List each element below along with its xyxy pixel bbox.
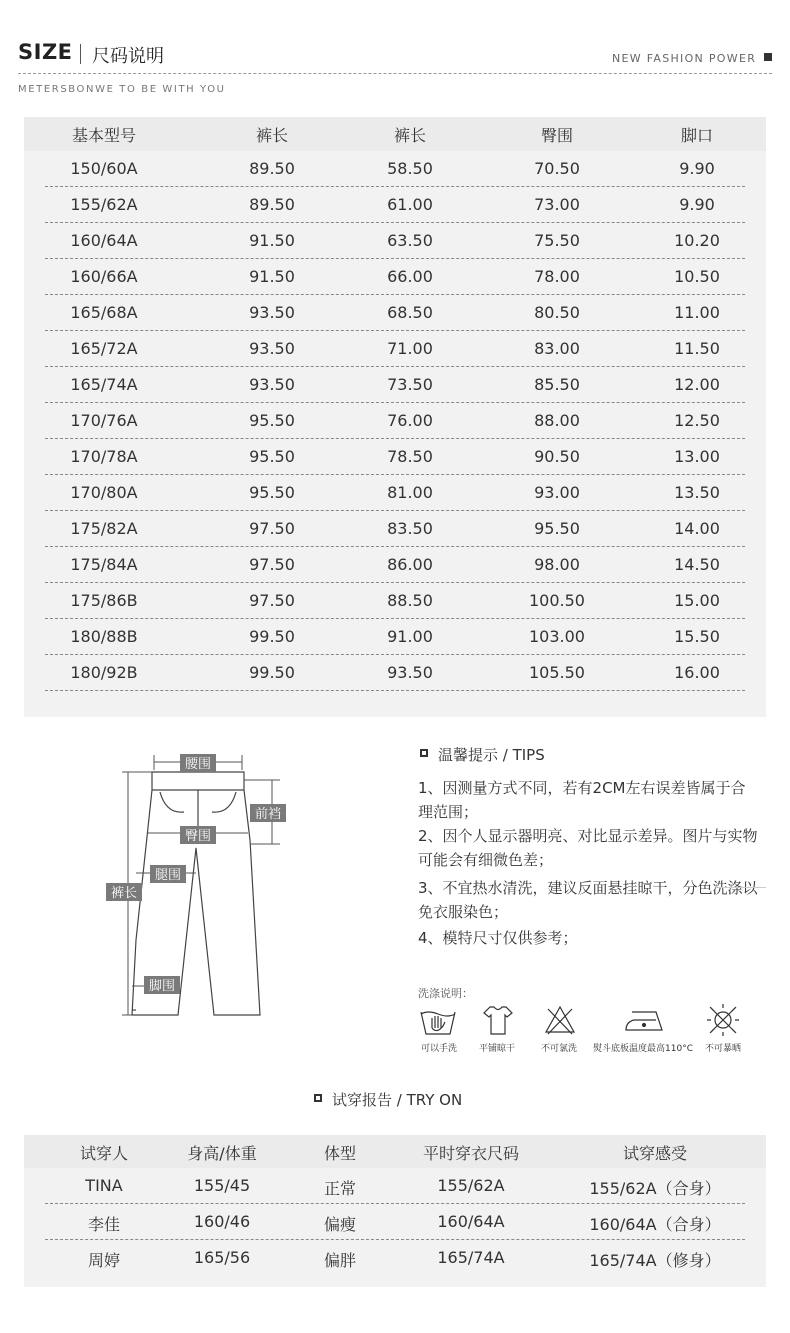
table-cell: 66.00: [387, 267, 433, 286]
table-cell: 10.20: [674, 231, 720, 250]
table-cell: 78.50: [387, 447, 433, 466]
svg-text:前裆: 前裆: [254, 807, 282, 822]
label-waist: [180, 754, 216, 772]
column-header: 试穿人: [79, 1144, 128, 1163]
table-cell: 93.00: [534, 483, 580, 502]
table-cell: 160/64A: [437, 1212, 505, 1231]
table-cell: 93.50: [387, 663, 433, 682]
row-divider: [45, 654, 745, 655]
table-cell: 75.50: [534, 231, 580, 250]
table-cell: 偏胖: [323, 1251, 356, 1270]
table-cell: 12.00: [674, 375, 720, 394]
tryon-table-header: [24, 1135, 766, 1168]
table-cell: 150/60A: [70, 159, 138, 178]
column-header: 平时穿衣尺码: [422, 1144, 519, 1163]
square-bullet-icon: [420, 749, 428, 757]
row-divider: [45, 330, 745, 331]
row-divider: [45, 186, 745, 187]
wash-label: 平铺晾干: [478, 1044, 515, 1054]
row-divider: [45, 258, 745, 259]
table-cell: 160/64A（合身）: [589, 1215, 721, 1234]
row-divider: [45, 402, 745, 403]
wash-label: 不可氯洗: [540, 1044, 577, 1054]
table-cell: 91.50: [249, 267, 295, 286]
row-divider: [45, 582, 745, 583]
table-cell: 170/78A: [70, 447, 138, 466]
decorative-rule: [718, 887, 766, 888]
table-cell: 97.50: [249, 591, 295, 610]
table-cell: 160/64A: [70, 231, 138, 250]
label-hem: [144, 976, 180, 994]
row-divider: [45, 438, 745, 439]
table-cell: 155/62A: [70, 195, 138, 214]
table-cell: 175/84A: [70, 555, 138, 574]
section-subtitle: 尺码说明: [92, 46, 164, 67]
row-divider: [45, 1239, 745, 1240]
wash-title: 洗涤说明：: [418, 987, 473, 1000]
table-cell: 73.50: [387, 375, 433, 394]
pants-measurement-diagram: [100, 740, 400, 1030]
table-cell: 68.50: [387, 303, 433, 322]
row-divider: [45, 510, 745, 511]
table-cell: 9.90: [679, 159, 715, 178]
row-divider: [45, 690, 745, 691]
section-title: SIZE: [18, 40, 73, 64]
tip-item: 2、因个人显示器明亮、对比显示差异。图片与实物可能会有细微色差；: [418, 827, 758, 869]
column-header: 身高/体重: [187, 1144, 257, 1163]
table-cell: 93.50: [249, 375, 295, 394]
iron-icon: [622, 1004, 666, 1036]
table-cell: 14.00: [674, 519, 720, 538]
row-divider: [45, 1203, 745, 1204]
row-divider: [45, 294, 745, 295]
tryon-table: [24, 1135, 766, 1287]
table-cell: TINA: [85, 1176, 123, 1195]
table-cell: 91.00: [387, 627, 433, 646]
label-rise: [250, 804, 286, 822]
table-cell: 91.50: [249, 231, 295, 250]
label-hip: [180, 826, 216, 844]
table-cell: 103.00: [529, 627, 585, 646]
table-cell: 93.50: [249, 303, 295, 322]
header-divider: [18, 73, 772, 74]
wash-label: 可以手洗: [420, 1044, 457, 1054]
no-sun-icon: [704, 1002, 742, 1038]
svg-text:脚围: 脚围: [148, 979, 176, 994]
wash-label: 不可暴晒: [704, 1044, 741, 1054]
wash-label: 熨斗底板温度最高110°C: [593, 1044, 693, 1054]
svg-text:腰围: 腰围: [184, 757, 212, 772]
table-cell: 9.90: [679, 195, 715, 214]
table-cell: 89.50: [249, 159, 295, 178]
table-cell: 88.00: [534, 411, 580, 430]
table-cell: 95.50: [249, 483, 295, 502]
column-header: 臀围: [540, 126, 573, 145]
table-cell: 16.00: [674, 663, 720, 682]
svg-text:臀围: 臀围: [184, 829, 212, 844]
table-cell: 155/62A: [437, 1176, 505, 1195]
table-cell: 180/92B: [70, 663, 138, 682]
table-cell: 58.50: [387, 159, 433, 178]
table-cell: 李佳: [87, 1215, 120, 1234]
tip-item: 3、不宜热水清洗，建议反面悬挂晾干，分色洗涤以免衣服染色；: [418, 879, 758, 921]
table-cell: 偏瘦: [323, 1215, 356, 1234]
row-divider: [45, 546, 745, 547]
tryon-heading: 试穿报告 / TRY ON: [332, 1091, 463, 1109]
table-cell: 85.50: [534, 375, 580, 394]
tip-item: 4、模特尺寸仅供参考；: [418, 929, 578, 947]
hand-wash-icon: [418, 1004, 458, 1036]
svg-text:裤长: 裤长: [110, 886, 138, 901]
table-cell: 105.50: [529, 663, 585, 682]
row-divider: [45, 222, 745, 223]
table-cell: 13.50: [674, 483, 720, 502]
column-header: 脚口: [680, 126, 713, 145]
table-cell: 80.50: [534, 303, 580, 322]
table-cell: 165/68A: [70, 303, 138, 322]
table-cell: 99.50: [249, 627, 295, 646]
table-cell: 95.50: [249, 447, 295, 466]
no-bleach-icon: [542, 1004, 578, 1036]
column-header: 裤长: [393, 126, 426, 145]
row-divider: [45, 474, 745, 475]
table-cell: 14.50: [674, 555, 720, 574]
table-cell: 76.00: [387, 411, 433, 430]
table-cell: 155/45: [193, 1176, 251, 1195]
table-cell: 100.50: [529, 591, 585, 610]
row-divider: [45, 366, 745, 367]
table-cell: 70.50: [534, 159, 580, 178]
table-cell: 73.00: [534, 195, 580, 214]
table-cell: 165/74A: [70, 375, 138, 394]
label-length: [106, 883, 142, 901]
column-header: 试穿感受: [622, 1144, 687, 1163]
svg-text:腿围: 腿围: [154, 868, 182, 883]
table-cell: 155/62A（合身）: [589, 1179, 721, 1198]
size-table: [24, 117, 766, 717]
table-cell: 正常: [323, 1179, 356, 1198]
table-cell: 97.50: [249, 555, 295, 574]
brand-tagline-right: NEW FASHION POWER: [612, 52, 757, 65]
dry-flat-icon: [480, 1004, 516, 1036]
table-cell: 165/74A: [437, 1248, 505, 1267]
table-cell: 165/74A（修身）: [589, 1251, 721, 1270]
table-cell: 180/88B: [70, 627, 138, 646]
table-cell: 93.50: [249, 339, 295, 358]
table-cell: 12.50: [674, 411, 720, 430]
table-cell: 71.00: [387, 339, 433, 358]
title-divider: [80, 44, 81, 64]
table-cell: 15.50: [674, 627, 720, 646]
table-cell: 61.00: [387, 195, 433, 214]
table-cell: 98.00: [534, 555, 580, 574]
label-thigh: [150, 865, 186, 883]
table-cell: 88.50: [387, 591, 433, 610]
table-cell: 175/86B: [70, 591, 138, 610]
brand-tagline-left: METERSBONWE TO BE WITH YOU: [18, 84, 226, 95]
table-cell: 99.50: [249, 663, 295, 682]
table-cell: 15.00: [674, 591, 720, 610]
column-header: 基本型号: [71, 126, 136, 145]
tips-heading: 温馨提示 / TIPS: [438, 746, 545, 764]
column-header: 裤长: [255, 126, 288, 145]
size-table-header: [24, 117, 766, 151]
row-divider: [45, 618, 745, 619]
table-cell: 160/46: [193, 1212, 251, 1231]
table-cell: 11.50: [674, 339, 720, 358]
table-cell: 83.50: [387, 519, 433, 538]
table-cell: 95.50: [534, 519, 580, 538]
square-bullet-icon: [764, 53, 772, 61]
pants-illustration: [100, 740, 400, 1030]
table-cell: 165/56: [193, 1248, 251, 1267]
table-cell: 81.00: [387, 483, 433, 502]
table-cell: 83.00: [534, 339, 580, 358]
table-cell: 78.00: [534, 267, 580, 286]
table-cell: 13.00: [674, 447, 720, 466]
table-cell: 165/72A: [70, 339, 138, 358]
column-header: 体型: [323, 1144, 356, 1163]
table-cell: 周婷: [87, 1251, 120, 1270]
table-cell: 170/76A: [70, 411, 138, 430]
table-cell: 175/82A: [70, 519, 138, 538]
table-cell: 63.50: [387, 231, 433, 250]
table-cell: 160/66A: [70, 267, 138, 286]
tip-item: 1、因测量方式不同，若有2CM左右误差皆属于合理范围；: [418, 779, 746, 821]
table-cell: 97.50: [249, 519, 295, 538]
table-cell: 95.50: [249, 411, 295, 430]
table-cell: 89.50: [249, 195, 295, 214]
square-bullet-icon: [314, 1094, 322, 1102]
table-cell: 170/80A: [70, 483, 138, 502]
table-cell: 86.00: [387, 555, 433, 574]
table-cell: 90.50: [534, 447, 580, 466]
table-cell: 10.50: [674, 267, 720, 286]
table-cell: 11.00: [674, 303, 720, 322]
